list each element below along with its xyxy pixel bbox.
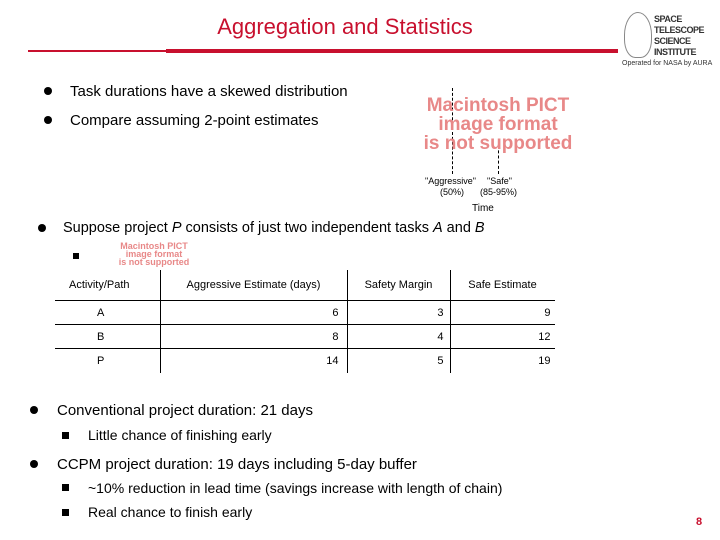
cell-aggressive: 8 <box>160 325 347 349</box>
pict-line: is not supported <box>118 257 190 267</box>
cell-activity: P <box>97 354 105 367</box>
cell-activity: B <box>55 325 160 349</box>
bullet-dot <box>44 116 52 124</box>
bullet-ccpm: CCPM project duration: 19 days including 5-day buffer <box>57 456 417 473</box>
header-safety-margin: Safety Margin <box>347 270 450 301</box>
bullet-dot <box>30 406 38 414</box>
bullet-ccpm-sub2: Real chance to finish early <box>88 504 253 520</box>
table-row <box>55 325 555 349</box>
stsci-logo <box>622 12 714 72</box>
bullet-conventional: Conventional project duration: 21 days <box>57 402 313 419</box>
cell-aggressive: 6 <box>160 301 347 325</box>
project-text: consists of just two independent tasks <box>181 220 433 236</box>
logo-line: SCIENCE <box>654 36 691 46</box>
aggressive-percent: (50%) <box>440 187 465 197</box>
pict-line: image format <box>125 249 183 259</box>
bullet-dot <box>44 87 52 95</box>
cell-aggressive: 14 <box>160 349 347 373</box>
cell-margin: 3 <box>347 301 450 325</box>
title-rule-thick <box>166 49 618 53</box>
cell-safe: 12 <box>450 325 555 349</box>
cell-margin: 4 <box>347 325 450 349</box>
sub-bullet-square <box>62 509 69 516</box>
bullet-conventional-sub: Little chance of finishing early <box>88 427 272 443</box>
table-row <box>55 349 555 373</box>
header-aggressive: Aggressive Estimate (days) <box>160 270 347 301</box>
pict-line: Macintosh PICT <box>120 241 188 251</box>
page-number: 8 <box>696 516 703 528</box>
bullet-skewed: Task durations have a skewed distribution <box>70 83 348 100</box>
pict-unsupported-image <box>398 96 598 153</box>
logo-line: INSTITUTE <box>654 47 696 57</box>
header-safe-estimate: Safe Estimate <box>450 270 555 301</box>
bullet-dot <box>38 224 46 232</box>
logo-line: SPACE <box>654 14 682 24</box>
pict-line: image format <box>438 114 558 135</box>
project-text: and <box>442 220 475 236</box>
table-row <box>55 301 555 325</box>
logo-line: TELESCOPE <box>654 25 705 35</box>
task-a: A <box>432 220 443 236</box>
time-axis-label: Time <box>472 203 494 214</box>
cell-activity: A <box>55 301 160 325</box>
bullet-project <box>63 220 485 236</box>
sub-bullet-square <box>73 253 79 259</box>
cell-safe: 19 <box>450 349 555 373</box>
pict-line: Macintosh PICT <box>426 95 570 116</box>
pict-line: is not supported <box>423 133 573 154</box>
sub-bullet-square <box>62 432 69 439</box>
task-b: B <box>474 220 485 236</box>
cell-margin: 5 <box>347 349 450 373</box>
project-p: P <box>171 220 182 236</box>
slide-title: Aggregation and Statistics <box>217 14 473 39</box>
estimates-table <box>55 270 555 373</box>
safe-percent: (85-95%) <box>480 187 518 197</box>
bullet-compare: Compare assuming 2-point estimates <box>70 112 319 129</box>
safe-label: "Safe" <box>487 176 512 186</box>
sub-bullet-square <box>62 484 69 491</box>
cell-safe: 9 <box>450 301 555 325</box>
project-text: Suppose project <box>63 220 172 236</box>
aggressive-label: "Aggressive" <box>425 176 476 186</box>
logo-operated-text: Operated for NASA by AURA <box>622 60 713 67</box>
title-rule-thin <box>28 50 166 52</box>
table-header-row <box>55 270 555 301</box>
stsci-seal-icon <box>624 12 652 58</box>
bullet-ccpm-sub1: ~10% reduction in lead time (savings increase with length of chain) <box>88 480 503 496</box>
header-activity: Activity/Path <box>55 270 160 301</box>
bullet-dot <box>30 460 38 468</box>
pict-unsupported-image-small <box>88 242 220 266</box>
